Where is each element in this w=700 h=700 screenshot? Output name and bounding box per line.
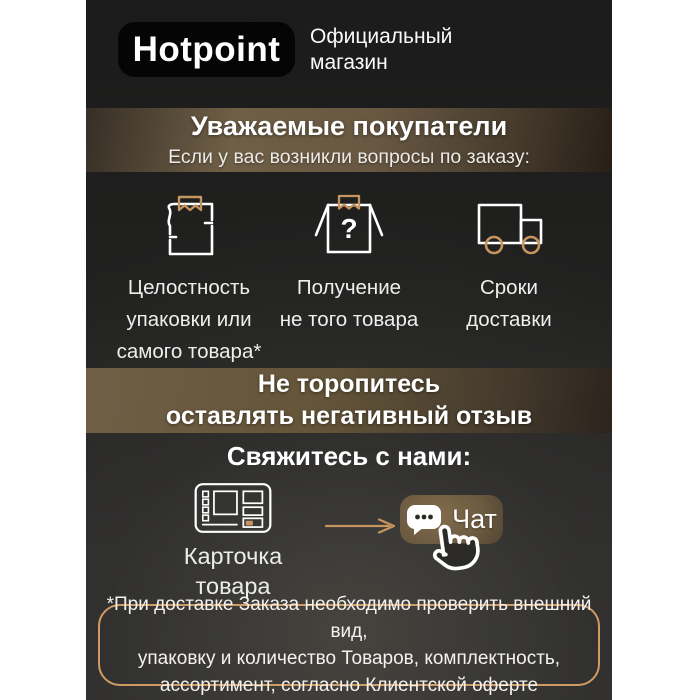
- product-card-label: Карточка товара: [183, 543, 283, 599]
- greeting-band: [86, 108, 612, 172]
- footnote-line1: *При доставке Заказа необходимо проверить внешний вид,: [106, 594, 592, 642]
- footnote-line2: упаковку и количество Товаров, комплектность,: [137, 648, 561, 669]
- warning-band: [86, 368, 612, 433]
- official-store-line1: Официальный: [310, 24, 453, 48]
- footnote-box: [98, 594, 600, 696]
- header: [118, 22, 452, 77]
- warning-line2: оставлять негативный отзыв: [165, 402, 533, 430]
- store-info-card: [86, 0, 612, 700]
- warning-line1: Не торопитесь: [257, 370, 441, 398]
- issue-wrong-item: [269, 192, 429, 368]
- arrow-right-icon: [323, 517, 401, 535]
- product-card-icon: [126, 481, 340, 535]
- delivery-truck-icon: [469, 192, 549, 260]
- wrong-item-icon: [309, 192, 389, 260]
- issue-package-integrity: [109, 192, 269, 368]
- hotpoint-logo-badge: [118, 22, 295, 77]
- issue-delivery-time-label: Сроки доставки: [466, 276, 552, 331]
- footnote-line3: ассортимент, согласно Клиентской оферте: [159, 675, 539, 696]
- official-store-line2: магазин: [310, 50, 388, 74]
- contact-title: Свяжитесь с нами:: [226, 441, 472, 471]
- hand-cursor-icon: [430, 520, 482, 578]
- svg-text:?: ?: [340, 213, 358, 244]
- product-card-source: [126, 481, 340, 601]
- issue-wrong-item-label: Получение не того товара: [279, 276, 419, 331]
- greeting-subtitle: Если у вас возникли вопросы по заказу:: [168, 146, 530, 168]
- issue-package-integrity-label: Целостность упаковки или самого товара*: [116, 276, 262, 363]
- damaged-package-icon: [149, 192, 229, 260]
- chat-label: Чат: [452, 504, 497, 534]
- greeting-title: Уважаемые покупатели: [190, 111, 508, 141]
- issue-delivery-time: [429, 192, 589, 368]
- hotpoint-logo-text: Hotpoint: [132, 29, 281, 69]
- issues-row: [109, 192, 589, 368]
- official-store-label: [310, 24, 452, 76]
- contact-row: [86, 473, 612, 604]
